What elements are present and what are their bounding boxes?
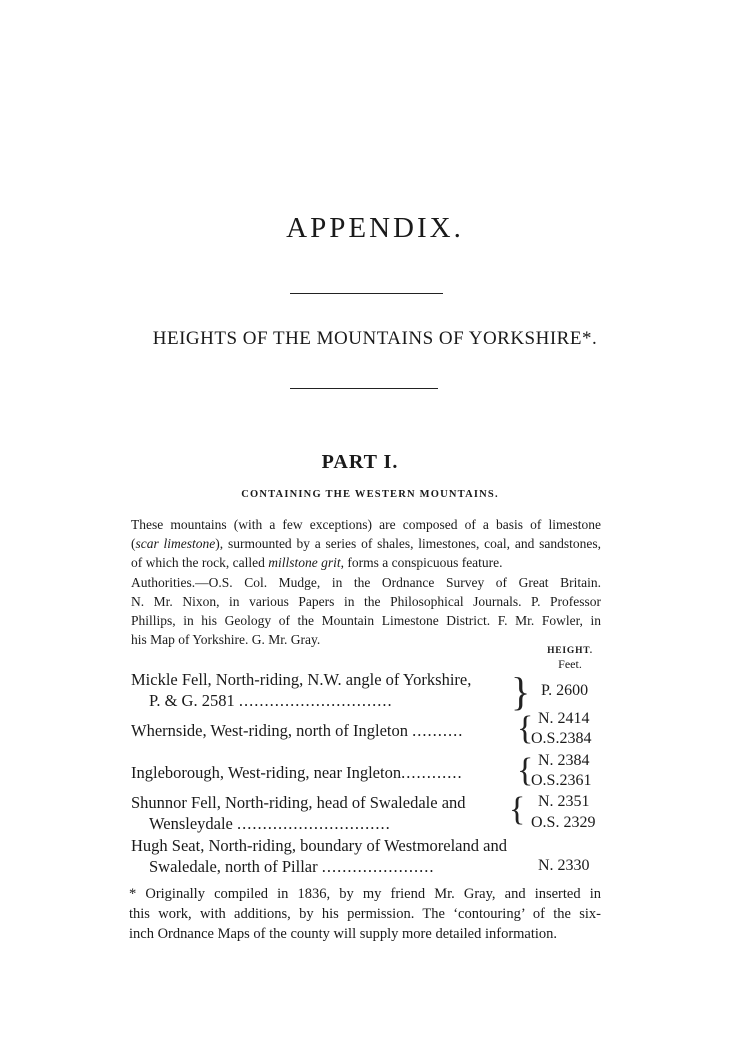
entry-name: Hugh Seat, North-riding, boundary of Westmoreland and	[131, 836, 507, 855]
right-brace: }	[511, 669, 531, 714]
entry-name: Whernside, West-riding, north of Ingleton ..........	[131, 721, 464, 740]
appendix-title: APPENDIX.	[286, 212, 464, 244]
height-value: O.S.2361	[531, 772, 592, 789]
entry-continuation: Wensleydale ..............................	[149, 814, 391, 833]
authorities-paragraph	[131, 573, 601, 649]
authorities-line: Authorities.—O.S. Col. Mudge, in the Ordnance Survey of Great Britain.	[131, 575, 601, 590]
height-value: O.S. 2329	[531, 814, 596, 831]
height-column-unit: Feet.	[558, 657, 582, 671]
left-brace: {	[509, 791, 526, 828]
intro-line: (scar limestone), surmounted by a series of shales, limestones, coal, and sandstones,	[131, 536, 601, 551]
height-value: N. 2330	[538, 857, 590, 874]
footnote-line: this work, with additions, by his permission. The ‘contouring’ of the six-	[129, 906, 601, 922]
part-subheading: CONTAINING THE WESTERN MOUNTAINS.	[241, 489, 499, 500]
height-value: N. 2384	[538, 752, 590, 769]
footnote-line: * Originally compiled in 1836, by my friend Mr. Gray, and inserted in	[129, 886, 601, 902]
intro-line: of which the rock, called millstone grit, forms a conspicuous feature.	[131, 555, 503, 570]
title-divider	[290, 293, 443, 294]
height-value: N. 2414	[538, 710, 590, 727]
authorities-line: N. Mr. Nixon, in various Papers in the Philosophical Journals. P. Professor	[131, 594, 601, 609]
footnote	[129, 884, 601, 944]
part-heading: PART I.	[321, 451, 399, 473]
subtitle-divider	[290, 388, 438, 389]
entry-name: Ingleborough, West-riding, near Ingleton............	[131, 763, 463, 782]
height-value: P. 2600	[541, 682, 589, 699]
intro-paragraph	[131, 515, 601, 572]
subtitle: HEIGHTS OF THE MOUNTAINS OF YORKSHIRE*.	[152, 328, 598, 349]
entry-continuation: Swaledale, north of Pillar ......................	[149, 857, 435, 876]
intro-line: These mountains (with a few exceptions) are composed of a basis of limestone	[131, 517, 601, 532]
entry-name: Mickle Fell, North-riding, N.W. angle of Yorkshire,	[131, 670, 472, 689]
left-brace: {	[517, 752, 534, 789]
height-value: N. 2351	[538, 793, 590, 810]
footnote-line: inch Ordnance Maps of the county will supply more detailed information.	[129, 926, 558, 942]
entry-continuation: P. & G. 2581 ..............................	[149, 691, 393, 710]
height-column-label: HEIGHT.	[547, 646, 593, 656]
height-value: O.S.2384	[531, 730, 592, 747]
authorities-line: Phillips, in his Geology of the Mountain Limestone District. F. Mr. Fowler, in	[131, 613, 601, 628]
left-brace: {	[517, 710, 534, 747]
authorities-line: his Map of Yorkshire. G. Mr. Gray.	[131, 632, 321, 647]
entry-name: Shunnor Fell, North-riding, head of Swaledale and	[131, 793, 466, 812]
